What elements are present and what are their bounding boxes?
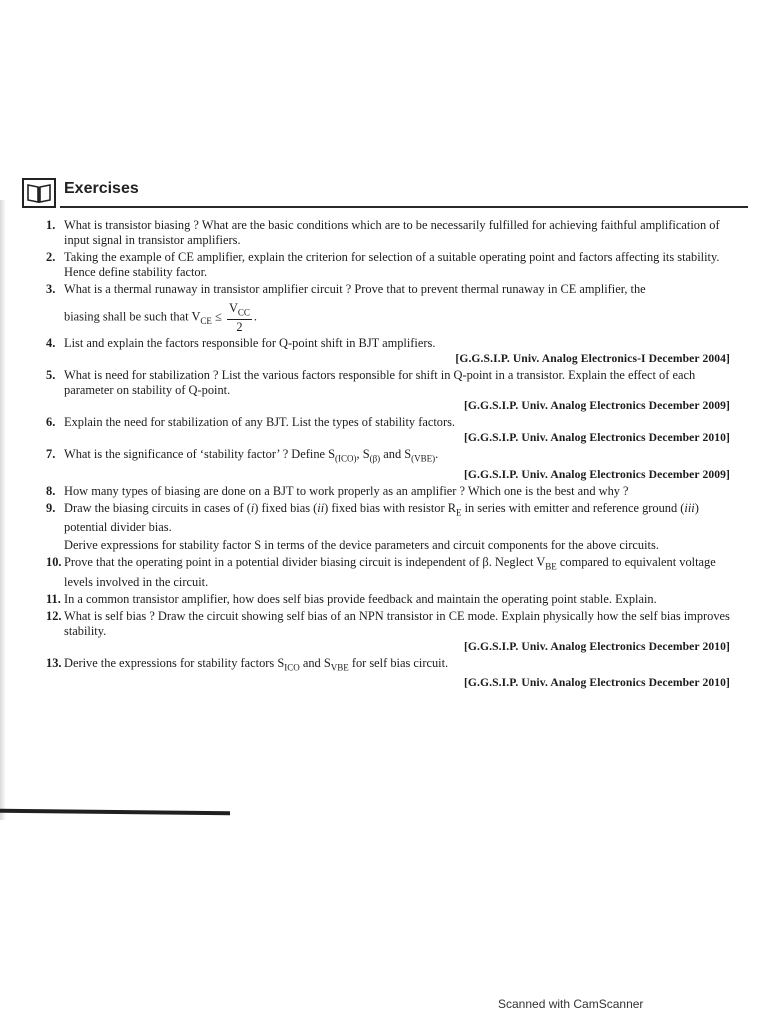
source-citation: [G.G.S.I.P. Univ. Analog Electronics December 2010] — [463, 431, 730, 445]
exercise-item — [38, 282, 730, 334]
item-text: List and explain the factors responsible for Q-point shift in BJT amplifiers. — [64, 336, 436, 351]
item-text: What is a thermal runaway in transistor amplifier circuit ? Prove that to prevent thermal runaway in CE amplifier, the — [64, 282, 646, 296]
item-text: What is need for stabilization ? List the various factors responsible for shift in Q-point in a transistor. Explain the effect of each parameter on stability of Q-point. — [64, 368, 696, 398]
exercise-item — [38, 609, 730, 654]
formula-text: biasing shall be such that V — [64, 309, 201, 324]
formula-fraction — [227, 301, 252, 334]
formula-sub: CE — [200, 316, 212, 327]
item-number: 3. — [46, 282, 56, 296]
item-text: Explain the need for stabilization of any BJT. List the types of stability factors. — [64, 415, 456, 430]
item-text: In a common transistor amplifier, how does self bias provide feedback and maintain the operating point stable. Explain. — [64, 591, 657, 606]
item-number: 12. — [46, 608, 62, 623]
formula-leq: ≤ — [215, 309, 222, 324]
exercise-item — [38, 592, 730, 607]
item-number: 5. — [46, 368, 56, 383]
item-text: What is self bias ? Draw the circuit showing self bias of an NPN transistor in CE mode. Explain physically how the self bias improves stability. — [64, 608, 730, 638]
item-text: What is the significance of ‘stability factor’ ? Define $S_{(ICO)}$, $S_{(\beta)}$ and $S_{(VBE)}$. — [64, 447, 439, 464]
formula-end: . — [253, 309, 258, 324]
item-text: Prove that the operating point in a potential divider biasing circuit is independent of β. Neglect $V_{BE}$ compared to equivalent voltage levels involved in the circuit. — [64, 555, 716, 589]
exercise-item — [38, 501, 730, 553]
exercise-list — [38, 218, 730, 692]
item-formula-line — [64, 301, 730, 334]
exercise-item — [38, 656, 730, 690]
source-citation: [G.G.S.I.P. Univ. Analog Electronics December 2010] — [463, 639, 730, 653]
item-number: 10. — [46, 555, 62, 570]
fraction-numerator-sub: CC — [237, 307, 250, 318]
item-text: Draw the biasing circuits in cases of (i) fixed bias (ii) fixed bias with resistor $R_E$ in series with emitter and reference ground (iii) potential divider bias. — [64, 500, 699, 535]
fraction-denominator: 2 — [236, 320, 243, 335]
exercise-item — [38, 555, 730, 589]
item-number: 6. — [46, 415, 56, 430]
item-number: 7. — [46, 447, 56, 462]
item-number: 11. — [46, 591, 61, 606]
item-number: 1. — [46, 218, 56, 232]
source-citation: [G.G.S.I.P. Univ. Analog Electronics December 2010] — [463, 676, 730, 690]
header-rule — [60, 206, 748, 208]
item-text: How many types of biasing are done on a BJT to work properly as an amplifier ? Which one is the best and why ? — [64, 483, 629, 498]
scanner-watermark: Scanned with CamScanner — [498, 997, 644, 1011]
fraction-numerator: V — [228, 301, 238, 315]
item-number: 8. — [46, 483, 56, 498]
exercise-item — [38, 250, 730, 280]
exercise-item — [38, 484, 730, 499]
exercise-item — [38, 336, 730, 366]
item-text: What is transistor biasing ? What are the basic conditions which are to be necessarily fulfilled for achieving faithful amplification of input signal in transistor amplifiers. — [64, 218, 720, 247]
book-icon — [22, 178, 56, 208]
exercise-item — [38, 415, 730, 445]
item-number: 2. — [46, 250, 56, 264]
exercise-item — [38, 368, 730, 413]
scan-shadow — [0, 200, 6, 820]
exercise-item — [38, 218, 730, 248]
exercise-item — [38, 447, 730, 481]
item-text-continued: Derive expressions for stability factor S in terms of the device parameters and circuit components for the above circuits. — [64, 538, 659, 553]
item-number: 13. — [46, 655, 62, 670]
page-edge — [0, 809, 230, 815]
item-number: 9. — [46, 500, 56, 515]
item-number: 4. — [46, 336, 56, 351]
source-citation: [G.G.S.I.P. Univ. Analog Electronics-I December 2004] — [455, 352, 730, 366]
item-text: Taking the example of CE amplifier, explain the criterion for selection of a suitable operating point and factors affecting its stability. Hence define stability factor. — [64, 250, 720, 279]
source-citation: [G.G.S.I.P. Univ. Analog Electronics December 2009] — [463, 399, 730, 413]
source-citation: [G.G.S.I.P. Univ. Analog Electronics December 2009] — [463, 467, 730, 481]
item-text: Derive the expressions for stability factors $S_{ICO}$ and $S_{VBE}$ for self bias circuit. — [64, 655, 449, 673]
exercises-header — [20, 176, 730, 212]
section-title: Exercises — [64, 180, 139, 197]
